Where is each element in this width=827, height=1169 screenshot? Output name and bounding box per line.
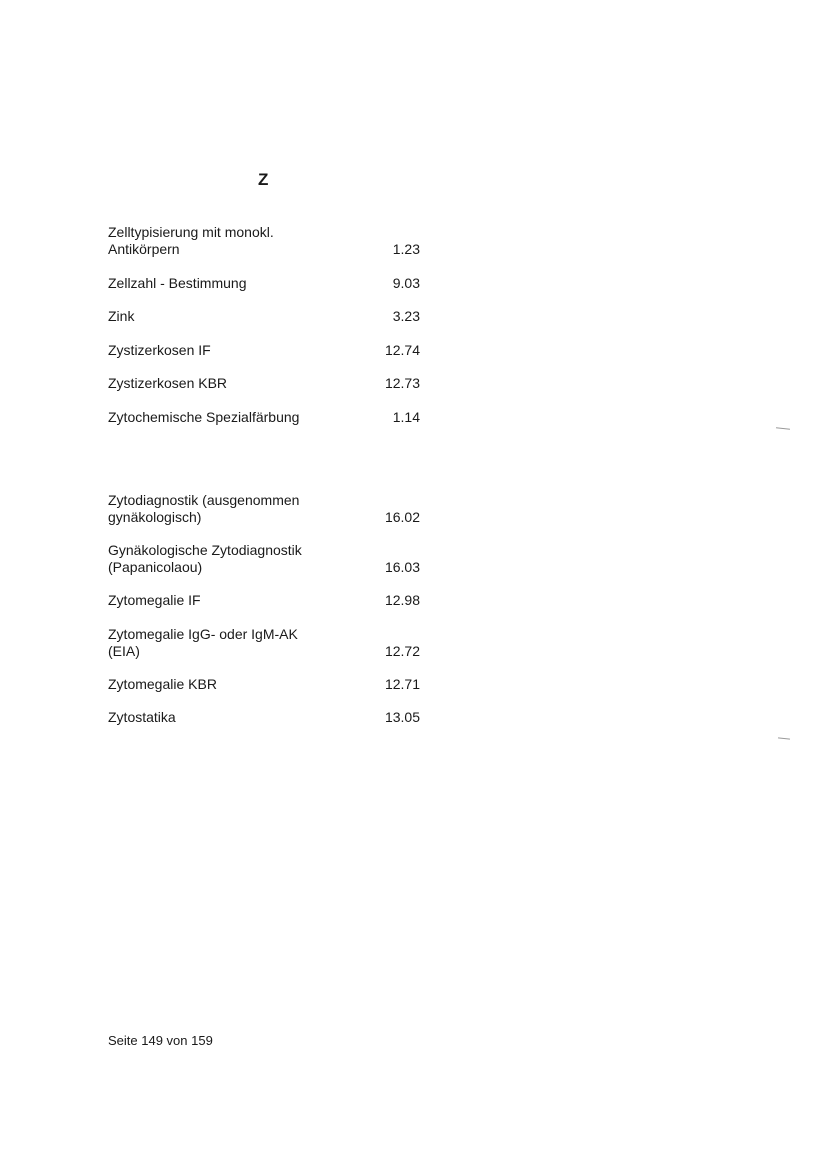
entry-reference: 12.74	[384, 342, 420, 358]
entry-label: Zytomegalie IgG- oder IgM-AK (EIA)	[108, 626, 298, 659]
entry-reference: 12.72	[384, 643, 420, 659]
index-entry	[108, 224, 420, 258]
index-entry	[108, 492, 420, 526]
index-entry	[108, 409, 420, 426]
index-entry	[108, 592, 420, 609]
index-entry	[108, 542, 420, 576]
index-entry	[108, 676, 420, 693]
entry-label: Zystizerkosen KBR	[108, 375, 228, 391]
index-entry	[108, 709, 420, 726]
entry-reference: 1.14	[392, 409, 420, 425]
section-letter: Z	[258, 170, 269, 189]
entry-label: Zytomegalie KBR	[108, 676, 217, 692]
entry-reference: 16.02	[384, 509, 420, 525]
entry-reference: 3.23	[392, 308, 420, 324]
entry-reference: 12.98	[384, 592, 420, 608]
entry-label: Zystizerkosen IF	[108, 342, 211, 358]
index-entry	[108, 308, 420, 325]
entry-label: Zytostatika	[108, 709, 176, 725]
entry-reference: 16.03	[384, 559, 420, 575]
entry-label: Zytodiagnostik (ausgenommen gynäkologisch)	[108, 492, 300, 525]
entry-label: Zelltypisierung mit monokl. Antikörpern	[108, 224, 274, 257]
entry-label: Gynäkologische Zytodiagnostik (Papanicolaou)	[108, 542, 302, 575]
scan-artifact	[776, 427, 790, 429]
entry-reference: 9.03	[392, 275, 420, 291]
page-footer: Seite 149 von 159	[108, 1033, 213, 1048]
entry-reference: 12.73	[384, 375, 420, 391]
entry-label: Zellzahl - Bestimmung	[108, 275, 247, 291]
entry-label: Zytomegalie IF	[108, 592, 201, 608]
scan-artifact	[778, 737, 790, 739]
entry-label: Zytochemische Spezialfärbung	[108, 409, 300, 425]
entry-reference: 12.71	[384, 676, 420, 692]
entry-label: Zink	[108, 308, 135, 324]
index-entry	[108, 275, 420, 292]
entry-reference: 13.05	[384, 709, 420, 725]
index-entry	[108, 375, 420, 392]
index-entry	[108, 626, 420, 660]
index-entry	[108, 342, 420, 359]
entry-reference: 1.23	[392, 241, 420, 257]
